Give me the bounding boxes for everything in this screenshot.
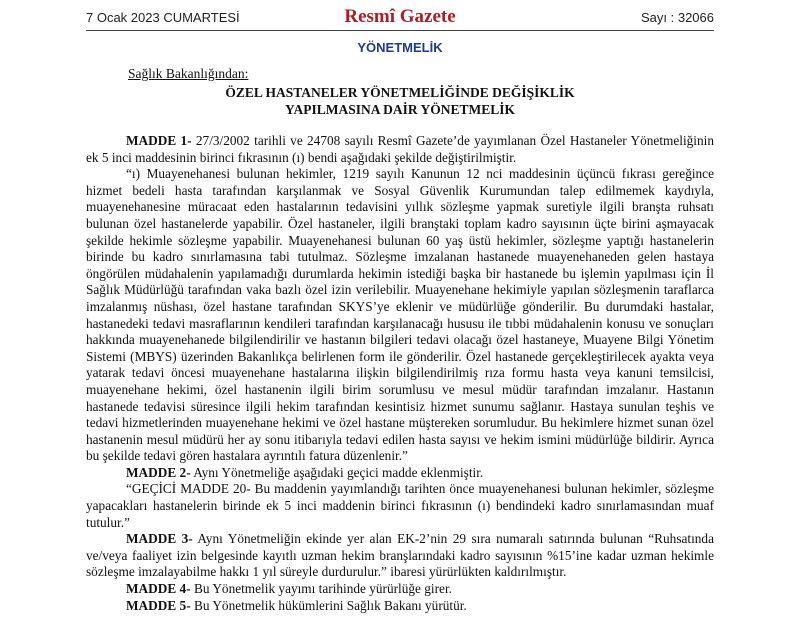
article-4-label: MADDE 4- [126, 581, 191, 597]
article-4-text: Bu Yönetmelik yayımı tarihinde yürürlüğe girer. [190, 581, 452, 597]
article-1-text: 27/3/2002 tarihli ve 24708 sayılı Resmî Gazete’de yayımlanan Özel Hastaneler Yönetmeliğinin ek 5 inci maddesinin birinci fıkrasının (ı) bendi aşağıdaki şekilde değiştirilmiştir. [86, 133, 714, 165]
article-1 [86, 133, 714, 166]
article-5 [86, 598, 714, 615]
article-3-label: MADDE 3- [126, 531, 193, 547]
regulation-title-line-1: ÖZEL HASTANELER YÖNETMELİĞİNDE DEĞİŞİKLİK [225, 85, 575, 100]
article-2 [86, 465, 714, 482]
regulation-title [0, 84, 800, 118]
article-5-text: Bu Yönetmelik hükümlerini Sağlık Bakanı yürütür. [190, 597, 467, 613]
article-2-provisional-clause: “GEÇİCİ MADDE 20- Bu maddenin yayımlandığı tarihten önce muayenehanesi bulunan hekimler, sözleşme yapacakları hastanelerin birinde ek 5 inci maddenin birinci fıkrasının (ı) bendindeki kadro sınırlamasından muaf tutulur.” [86, 481, 714, 530]
issue-date: 7 Ocak 2023 CUMARTESİ [86, 10, 240, 25]
issuing-ministry: Sağlık Bakanlığından: [128, 66, 249, 81]
issue-number: Sayı : 32066 [641, 10, 714, 25]
article-1-label: MADDE 1- [126, 133, 192, 148]
article-2-label: MADDE 2- [126, 464, 191, 480]
regulation-body [86, 133, 714, 614]
article-4 [86, 581, 714, 598]
article-2-text: Aynı Yönetmeliğe aşağıdaki geçici madde eklenmiştir. [190, 464, 484, 480]
article-1-amended-clause: “ı) Muayenehanesi bulunan hekimler, 1219 sayılı Kanunun 12 nci maddesinin üçüncü fıkrası gereğince hizmet bedeli hasta tarafından karşılanmak ve Sosyal Güvenlik Kurumundan talep edilmemek kaydıyla, muayenehanesine müracaat eden hastalarının tedavisini yıllık sözleşme yapmak suretiyle ilgili branşta ruhsatı bulunan özel hastanelerde yapabilir. Özel hastaneler, ilgili branştaki toplam kadro sayısının üçte birini aşmayacak şekilde hekimle sözleşme yapabilir. Muayenehanesi bulunan 60 yaş üstü hekimler, sözleşme yaptığı hastanelerin birinde bu kadro sınırlamasına tabi tutulmaz. Sözleşme imzalanan hastanede muayenehaneden gelen hastaya öngörülen müdahalenin yapılamadığı durumlarda hekimin istediği başka bir hastanede bu işlemin yapılması için İl Sağlık Müdürlüğü tarafından vaka bazlı özel izin verilebilir. Muayenehane hekimiyle yapılan sözleşmenin taraflarca imzalanmış nüshası, özel hastane tarafından SKYS’ye eklenir ve müdürlüğe gönderilir. Bu durumdaki hastalar, hastanedeki tedavi masraflarının kendileri tarafından karşılanacağı hususu ile tıbbi müdahalenin konusu ve sonuçları hakkında muayenehanede bilgilendirilir ve hastanın bilgileri tedavi olacağı özel hastaneye, Muayene Bilgi Yönetim Sistemi (MBYS) üzerinden Bakanlıkça belirlenen form ile gönderilir. Özel hastanede gerçekleştirilecek ayakta veya yatarak tedavi öncesi muayenehane hastalarına ilişkin bilgilendirilmiş rıza formu hasta veya kanuni temsilcisi, muayenehane hekimi, özel hastanenin ilgili birim sorumlusu ve mesul müdür tarafından imzalanır. Hastanın hastanede tedavisi süresince ilgili hekim tarafından kesintisiz hizmet sunumu sağlanır. Hastaya sunulan teşhis ve tedavi hizmetlerinden muayenehane hekimi ve özel hastane müştereken sorumludur. Bu hekimlere hizmet sunan özel hastanenin mesul müdürü her ay sonu itibarıyla tedavi edilen hasta sayısı ve hekim ismini müdürlüğe bildirir. Ayrıca bu şekilde tedavi gören hastalara ayrıntılı fatura düzenlenir.” [86, 166, 714, 464]
gazette-header [86, 6, 714, 31]
article-5-label: MADDE 5- [126, 597, 191, 613]
article-3 [86, 531, 714, 581]
section-heading: YÖNETMELİK [357, 40, 443, 55]
gazette-title: Resmî Gazete [344, 6, 456, 27]
regulation-title-line-2: YAPILMASINA DAİR YÖNETMELİK [284, 102, 516, 117]
article-3-text: Aynı Yönetmeliğin ekinde yer alan EK-2’nin 29 sıra numaralı satırında bulunan “Ruhsatında ve/veya faaliyet izin belgesinde kayıtlı uzman hekim branşlarındaki kadro sayısının %15’ine kadar uzman hekimle sözleşme imzalayabilme hakkı 1 yıl süreyle durdurulur.” ibaresi yürürlükten kaldırılmıştır. [86, 531, 714, 580]
